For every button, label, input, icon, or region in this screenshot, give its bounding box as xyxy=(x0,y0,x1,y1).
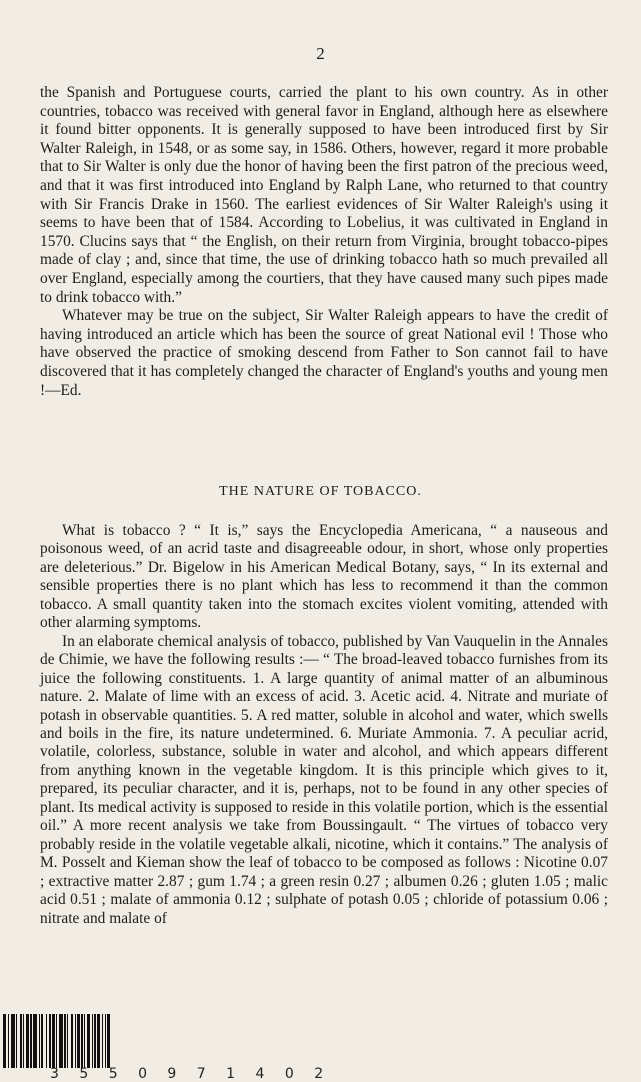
intro-paragraph-2: Whatever may be true on the subject, Sir Walter Raleigh appears to have the credit of having introduced an article which has been the source of great National evil ! Those who have observed the practice of smoking descend from Father to Son cannot fail to have discovered that it has completely changed the character of England's youths and young men !—Ed. xyxy=(40,307,608,399)
intro-paragraph-1: the Spanish and Portuguese courts, carried the plant to his own country. As in other countries, tobacco was received with general favor in England, although here as elsewhere it found bitter opponents. It is generally supposed to have been introduced first by Sir Walter Raleigh, in 1548, or as some say, in 1586. Others, however, regard it more probable that to Sir Walter is only due the honor of having been the first patron of the precious weed, and that it was first introduced into England by Ralph Lane, who returned to that country with Sir Francis Drake in 1560. The earliest evidences of Sir Walter Raleigh's using it seems to have been that of 1584. According to Lobelius, it was cultivated in England in 1570. Clucins says that “ the English, on their return from Virginia, brought tobacco-pipes made of clay ; and, since that time, the use of drinking tobacco hath so much prevailed all over England, especially among the courtiers, that they have caused many such pipes made to drink tobacco with.” xyxy=(40,84,608,306)
section-paragraph-1: What is tobacco ? “ It is,” says the Encyclopedia Americana, “ a nauseous and poisonous weed, of an acrid taste and disagreeable odour, in short, whose only properties are deleterious.” Dr. Bigelow in his American Medical Botany, says, “ In its external and sensible properties there is no plant which has less to recommend it than the common tobacco. A small quantity taken into the stomach excites violent vomiting, attended with other alarming symptoms. xyxy=(40,522,608,632)
section-text xyxy=(40,522,608,928)
barcode xyxy=(3,1014,227,1068)
page-number: 2 xyxy=(316,44,325,63)
section-heading: THE NATURE OF TOBACCO. xyxy=(219,484,422,499)
barcode-bar xyxy=(110,1014,112,1068)
intro-text xyxy=(40,84,608,400)
barcode-digits: 3 5 5 0 9 7 1 4 0 2 xyxy=(50,1066,332,1082)
section-paragraph-2: In an elaborate chemical analysis of tobacco, published by Van Vauquelin in the Annales de Chimie, we have the following results :— “ The broad-leaved tobacco furnishes from its juice the following constituents. 1. A large quantity of animal matter of an albuminous nature. 2. Malate of lime with an excess of acid. 3. Acetic acid. 4. Nitrate and muriate of potash in observable quantities. 5. A red matter, soluble in alcohol and water, which swells and boils in the fire, its nature undetermined. 6. Muriate Ammonia. 7. A peculiar acrid, volatile, colorless, substance, soluble in water and alcohol, and which appears different from anything known in the vegetable kingdom. It is this principle which gives to it, prepared, its peculiar character, and it is, perhaps, not to be found in any other species of plant. Its medical activity is supposed to reside in this volatile portion, which is the essential oil.” A more recent analysis we take from Boussingault. “ The virtues of tobacco very probably reside in the volatile vegetable alkali, nicotine, which it contains.” The analysis of M. Posselt and Kieman show the leaf of tobacco to be composed as follows : Nicotine 0.07 ; extractive matter 2.87 ; gum 1.74 ; a green resin 0.27 ; albumen 0.26 ; gluten 1.05 ; malic acid 0.51 ; malate of ammonia 0.12 ; sulphate of potash 0.05 ; chloride of potassium 0.06 ; nitrate and malate of xyxy=(40,632,608,927)
